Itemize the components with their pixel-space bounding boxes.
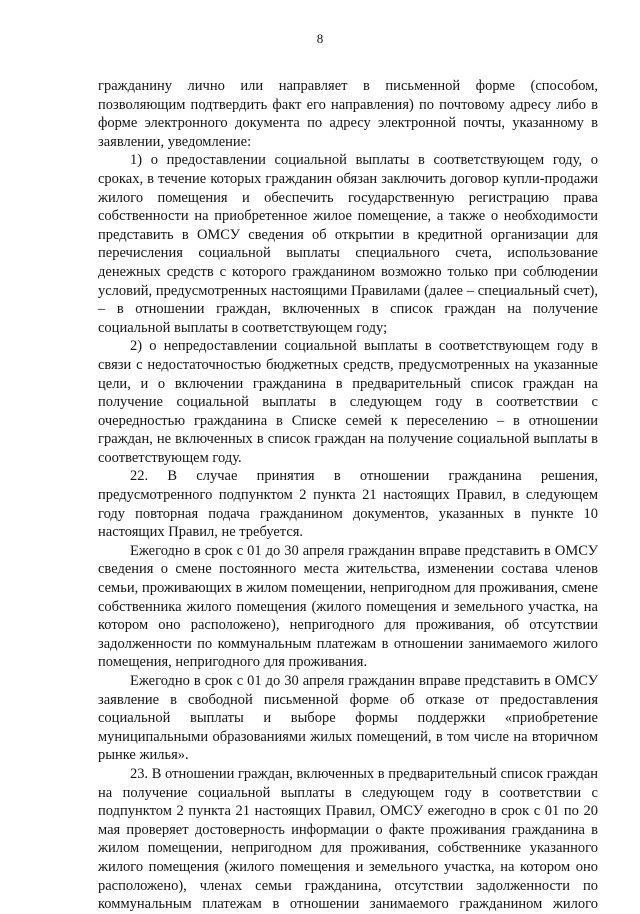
paragraph-item-1: 1) о предоставлении социальной выплаты в соответствующем году, о сроках, в течение которых гражданин обязан заключить договор купли-продажи жилого помещения и обеспечить государственную регистрацию права собственности на приобретенное жилое помещение, а также о необходимости представить в ОМСУ сведения об открытии в кредитной организации для перечисления социальной выплаты специального счета, использование денежных средств с которого гражданином возможно только при соблюдении условий, предусмотренных настоящими Правилами (далее – специальный счет), – в отношении граждан, включенных в список граждан на получение социальной выплаты в соответствующем году; [98,152,598,336]
paragraph-item-2: 2) о непредоставлении социальной выплаты в соответствующем году в связи с недостаточностью бюджетных средств, предусмотренных на указанные цели, и о включении гражданина в предварительный список граждан на получение социальной выплаты в следующем году в соответствии с очередностью гражданина в Списке семей к переселению – в отношении граждан, не включенных в список граждан на получение социальной выплаты в соответствующем году. [98,338,598,466]
paragraph-intro: гражданину лично или направляет в письменной форме (способом, позволяющим подтвердить факт его направления) по почтовому адресу либо в форме электронного документа по адресу электронной почты, указанному в заявлении, уведомление: [98,78,598,150]
paragraph-clause-22: 22. В случае принятия в отношении гражданина решения, предусмотренного подпунктом 2 пункта 21 настоящих Правил, в следующем году повторная подача гражданином документов, указанных в пункте 10 настоящих Правил, не требуется. [98,468,598,541]
document-body [98,77,598,914]
paragraph-refusal-statement: Ежегодно в срок с 01 до 30 апреля гражданин вправе представить в ОМСУ заявление в свободной письменной форме об отказе от предоставления социальной выплаты и выборе формы поддержки «приобретение муниципальными образованиями жилых помещений, в том числе на вторичном рынке жилья». [98,673,598,764]
paragraph-residence-change: Ежегодно в срок с 01 до 30 апреля гражданин вправе представить в ОМСУ сведения о смене постоянного места жительства, изменении состава членов семьи, проживающих в жилом помещении, непригодном для проживания, смене собственника жилого помещения (жилого помещения и земельного участка, на котором оно расположено), непригодного для проживания, об отсутствии задолженности по коммунальным платежам в отношении занимаемого жилого помещения, непригодного для проживания. [98,542,598,671]
page-number: 8 [316,31,324,46]
paragraph-clause-23: 23. В отношении граждан, включенных в предварительный список граждан на получение социальной выплаты в следующем году в соответствии с подпунктом 2 пункта 21 настоящих Правил, ОМСУ ежегодно в срок с 01 по 20 мая проверяет достоверность информации о факте проживания гражданина в жилом помещении, непригодном для проживания, собственнике указанного жилого помещения (жилого помещения и земельного участка, на котором оно расположено), членах семьи гражданина, отсутствии задолженности по коммунальным платежам в отношении занимаемого гражданином жилого [98,765,598,913]
